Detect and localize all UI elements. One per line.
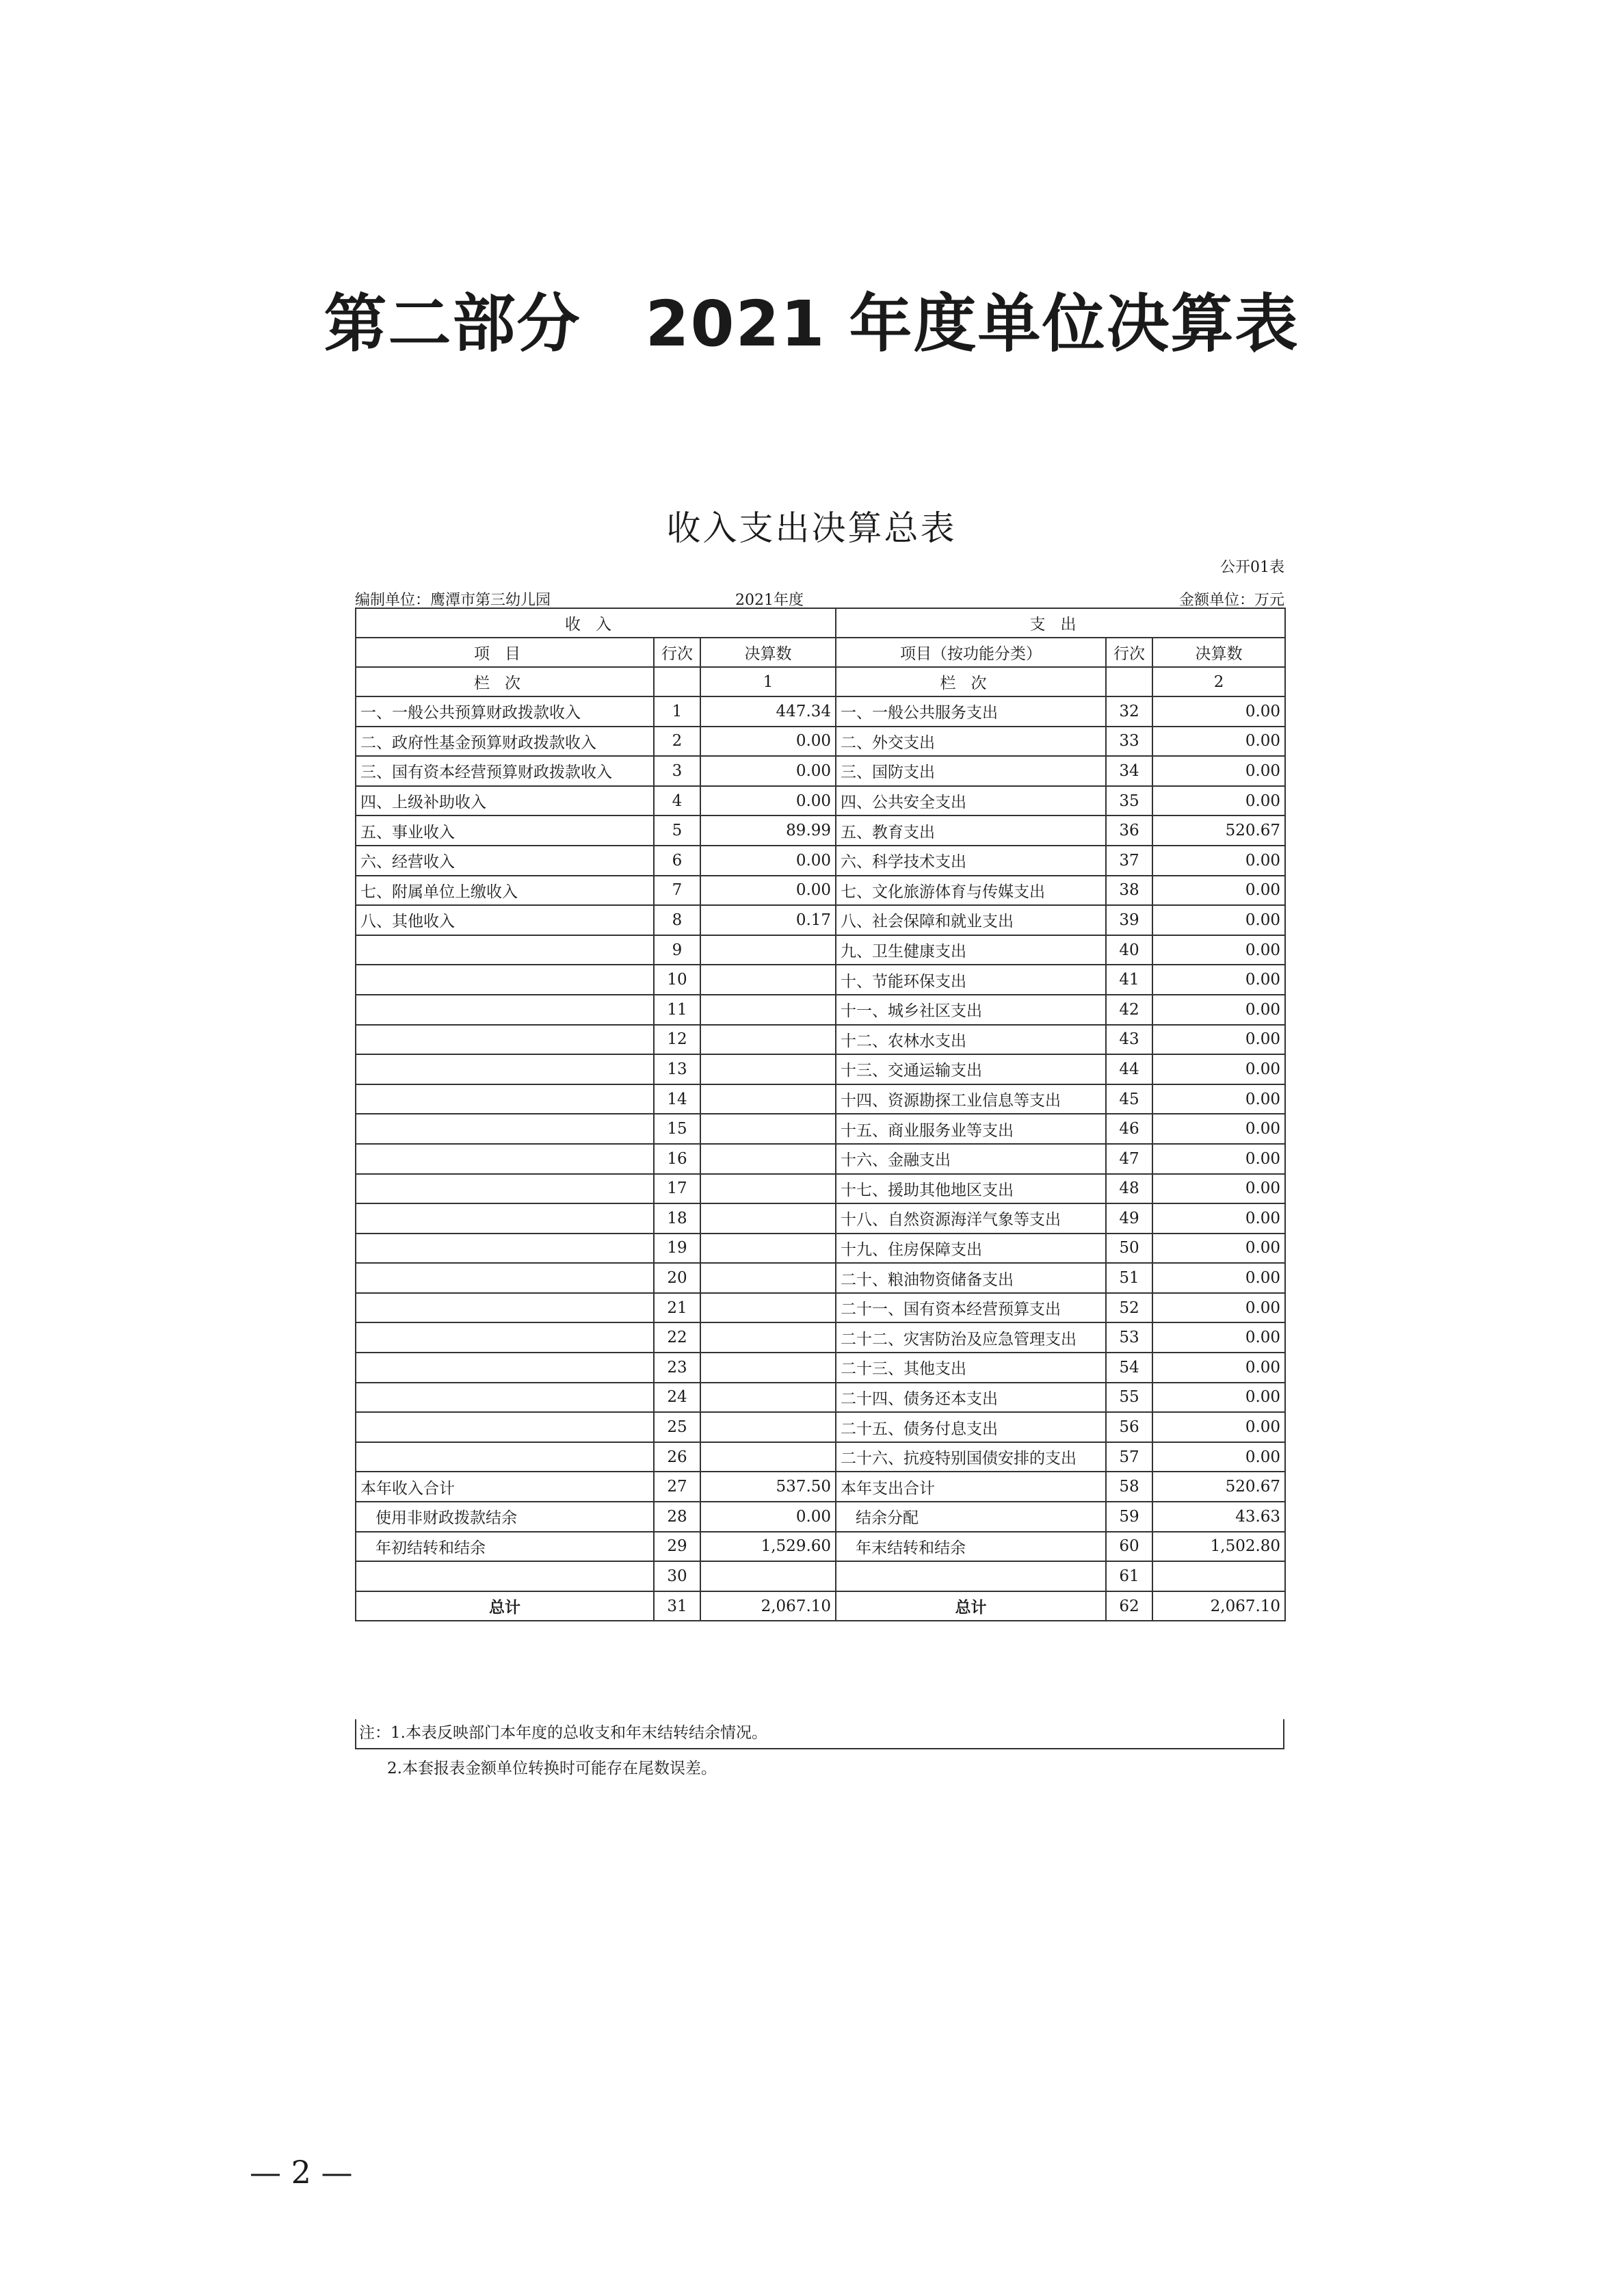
income-line-no-cell: 5: [654, 816, 700, 846]
income-amount-cell: [700, 1353, 836, 1383]
table-row: [356, 1025, 1285, 1055]
income-amount-cell: 0.00: [700, 727, 836, 757]
income-item-cell: [356, 1203, 654, 1234]
table-row: [356, 1054, 1285, 1084]
expense-item-cell: 二十六、抗疫特别国债安排的支出: [836, 1442, 1106, 1472]
expense-amount-cell: 0.00: [1152, 1054, 1285, 1084]
expense-item-cell: 二、外交支出: [836, 727, 1106, 757]
income-line-no-cell: 28: [654, 1502, 700, 1532]
income-amount-cell: 447.34: [700, 696, 836, 727]
income-amount-cell: [700, 1412, 836, 1442]
expense-amount-cell: 0.00: [1152, 876, 1285, 906]
expense-line-no-cell: 57: [1106, 1442, 1152, 1472]
income-line-no-cell: 27: [654, 1472, 700, 1502]
expense-amount-cell: 0.00: [1152, 1144, 1285, 1174]
income-item-cell: 八、其他收入: [356, 905, 654, 935]
income-item-cell: [356, 1114, 654, 1144]
income-line-no-cell: 11: [654, 995, 700, 1025]
expense-item-cell: 十四、资源勘探工业信息等支出: [836, 1084, 1106, 1114]
expense-line-no-cell: 52: [1106, 1293, 1152, 1323]
expense-item-cell: 五、教育支出: [836, 816, 1106, 846]
expense-line-no-cell: 47: [1106, 1144, 1152, 1174]
table-row: [356, 1502, 1285, 1532]
expense-amount-cell: 0.00: [1152, 727, 1285, 757]
expense-item-header: 项目（按功能分类）: [836, 638, 1106, 667]
income-line-no-cell: 3: [654, 756, 700, 786]
income-col-index: 1: [700, 667, 836, 696]
expense-line-no-cell: 60: [1106, 1532, 1152, 1562]
table-row: [356, 1293, 1285, 1323]
income-line-no-cell: 13: [654, 1054, 700, 1084]
income-amount-cell: 0.00: [700, 876, 836, 906]
income-item-cell: 年初结转和结余: [356, 1532, 654, 1562]
expense-item-cell: 二十三、其他支出: [836, 1353, 1106, 1383]
income-col-label: 栏次: [356, 667, 654, 696]
expense-line-no-cell: 51: [1106, 1263, 1152, 1293]
part-title: 第二部分 2021 年度单位决算表: [324, 287, 1299, 361]
expense-item-cell: 六、科学技术支出: [836, 846, 1106, 876]
expense-line-no-cell: 40: [1106, 935, 1152, 965]
expense-amount-cell: 0.00: [1152, 965, 1285, 995]
expense-amount-cell: 0.00: [1152, 1293, 1285, 1323]
expense-item-cell: 二十二、灾害防治及应急管理支出: [836, 1322, 1106, 1353]
income-amount-cell: [700, 1263, 836, 1293]
income-line-no-cell: 19: [654, 1234, 700, 1264]
income-amount-cell: [700, 1322, 836, 1353]
expense-line-no-cell: 45: [1106, 1084, 1152, 1114]
income-item-cell: 四、上级补助收入: [356, 786, 654, 816]
expense-amount-cell: 0.00: [1152, 846, 1285, 876]
expense-amount-cell: 0.00: [1152, 696, 1285, 727]
income-amount-cell: [700, 1084, 836, 1114]
table-row: [356, 1353, 1285, 1383]
income-line-no-cell: 7: [654, 876, 700, 906]
expense-item-cell: 十七、援助其他地区支出: [836, 1174, 1106, 1204]
table-row: [356, 876, 1285, 906]
table-row: [356, 1234, 1285, 1264]
expense-line-no-cell: 62: [1106, 1591, 1152, 1621]
expense-amount-cell: 0.00: [1152, 995, 1285, 1025]
expense-amount-cell: 0.00: [1152, 1322, 1285, 1353]
income-amount-cell: [700, 1234, 836, 1264]
income-line-no-cell: 23: [654, 1353, 700, 1383]
expense-amount-cell: 1,502.80: [1152, 1532, 1285, 1562]
table-row: [356, 846, 1285, 876]
header-row-columns: [356, 638, 1285, 667]
income-amount-cell: [700, 1293, 836, 1323]
income-amount-cell: 0.00: [700, 756, 836, 786]
table-title: 收入支出决算总表: [666, 508, 957, 548]
expense-amount-cell: 0.00: [1152, 1203, 1285, 1234]
expense-amount-cell: 0.00: [1152, 1114, 1285, 1144]
income-item-cell: [356, 1144, 654, 1174]
table-row: [356, 1591, 1285, 1621]
table-row: [356, 1144, 1285, 1174]
income-item-cell: 使用非财政拨款结余: [356, 1502, 654, 1532]
expense-col-index: 2: [1152, 667, 1285, 696]
expense-line-no-cell: 53: [1106, 1322, 1152, 1353]
expense-section-header: 支出: [836, 608, 1285, 638]
income-item-cell: [356, 1322, 654, 1353]
income-item-cell: 七、附属单位上缴收入: [356, 876, 654, 906]
empty-cell: [654, 667, 700, 696]
income-line-no-cell: 18: [654, 1203, 700, 1234]
income-section-header: 收入: [356, 608, 836, 638]
income-amount-cell: [700, 1561, 836, 1591]
table-row: [356, 1114, 1285, 1144]
income-line-no-cell: 12: [654, 1025, 700, 1055]
table-row: [356, 786, 1285, 816]
expense-amount-cell: 0.00: [1152, 1174, 1285, 1204]
expense-item-cell: 本年支出合计: [836, 1472, 1106, 1502]
expense-line-no-cell: 32: [1106, 696, 1152, 727]
table-note-2: 2.本套报表金额单位转换时可能存在尾数误差。: [387, 1760, 717, 1777]
income-line-no-cell: 15: [654, 1114, 700, 1144]
expense-amount-cell: [1152, 1561, 1285, 1591]
income-line-no-cell: 24: [654, 1383, 700, 1413]
income-line-no-cell: 30: [654, 1561, 700, 1591]
expense-line-no-cell: 50: [1106, 1234, 1152, 1264]
income-line-no-cell: 9: [654, 935, 700, 965]
expense-amount-cell: 520.67: [1152, 1472, 1285, 1502]
table-row: [356, 1084, 1285, 1114]
income-line-no-cell: 22: [654, 1322, 700, 1353]
expense-amount-cell: 0.00: [1152, 1084, 1285, 1114]
expense-line-no-cell: 37: [1106, 846, 1152, 876]
income-item-cell: [356, 1025, 654, 1055]
expense-line-no-cell: 58: [1106, 1472, 1152, 1502]
income-amount-cell: [700, 1203, 836, 1234]
table-row: [356, 1472, 1285, 1502]
header-row-sections: [356, 608, 1285, 638]
expense-item-cell: 八、社会保障和就业支出: [836, 905, 1106, 935]
expense-amount-cell: 0.00: [1152, 756, 1285, 786]
income-item-cell: 本年收入合计: [356, 1472, 654, 1502]
expense-line-no-cell: 48: [1106, 1174, 1152, 1204]
income-line-no-cell: 25: [654, 1412, 700, 1442]
income-amount-cell: 1,529.60: [700, 1532, 836, 1562]
income-line-no-cell: 16: [654, 1144, 700, 1174]
expense-amount-cell: 0.00: [1152, 905, 1285, 935]
income-amount-cell: 537.50: [700, 1472, 836, 1502]
expense-amount-cell: 0.00: [1152, 1442, 1285, 1472]
expense-item-cell: 二十、粮油物资储备支出: [836, 1263, 1106, 1293]
income-line-no-cell: 26: [654, 1442, 700, 1472]
income-line-no-cell: 17: [654, 1174, 700, 1204]
table-note-1: 注：1.本表反映部门本年度的总收支和年末结转结余情况。: [355, 1719, 1284, 1749]
expense-item-cell: 四、公共安全支出: [836, 786, 1106, 816]
expense-line-no-cell: 39: [1106, 905, 1152, 935]
income-amount-cell: 89.99: [700, 816, 836, 846]
income-item-cell: [356, 1263, 654, 1293]
income-item-cell: 一、一般公共预算财政拨款收入: [356, 696, 654, 727]
income-line-no-cell: 10: [654, 965, 700, 995]
income-line-no-cell: 8: [654, 905, 700, 935]
income-line-no-cell: 4: [654, 786, 700, 816]
income-item-cell: 三、国有资本经营预算财政拨款收入: [356, 756, 654, 786]
table-row: [356, 1174, 1285, 1204]
header-row-column-index: [356, 667, 1285, 696]
table-row: [356, 756, 1285, 786]
income-item-cell: [356, 1412, 654, 1442]
income-amount-cell: [700, 1174, 836, 1204]
income-amount-cell: [700, 1054, 836, 1084]
expense-item-cell: 七、文化旅游体育与传媒支出: [836, 876, 1106, 906]
income-item-cell: [356, 1084, 654, 1114]
expense-line-no-cell: 46: [1106, 1114, 1152, 1144]
expense-item-cell: 十、节能环保支出: [836, 965, 1106, 995]
income-item-cell: 总计: [356, 1591, 654, 1621]
expense-amount-cell: 0.00: [1152, 935, 1285, 965]
table-row: [356, 1561, 1285, 1591]
income-amount-cell: [700, 995, 836, 1025]
expense-col-label: 栏次: [836, 667, 1106, 696]
expense-amount-cell: 0.00: [1152, 1383, 1285, 1413]
table-row: [356, 965, 1285, 995]
expense-line-no-cell: 61: [1106, 1561, 1152, 1591]
expense-amount-cell: 0.00: [1152, 1025, 1285, 1055]
income-amount-cell: [700, 1442, 836, 1472]
expense-item-cell: 十八、自然资源海洋气象等支出: [836, 1203, 1106, 1234]
income-expense-table: [355, 608, 1286, 1621]
expense-item-cell: 九、卫生健康支出: [836, 935, 1106, 965]
income-amount-cell: [700, 1025, 836, 1055]
income-amount-cell: 0.17: [700, 905, 836, 935]
table-row: [356, 1203, 1285, 1234]
expense-line-no-cell: 33: [1106, 727, 1152, 757]
income-item-cell: [356, 1054, 654, 1084]
expense-item-cell: 三、国防支出: [836, 756, 1106, 786]
income-line-no-cell: 21: [654, 1293, 700, 1323]
expense-line-no-cell: 59: [1106, 1502, 1152, 1532]
expense-item-cell: 十九、住房保障支出: [836, 1234, 1106, 1264]
income-amount-header: 决算数: [700, 638, 836, 667]
fiscal-year: 2021年度: [735, 592, 804, 609]
expense-amount-cell: 43.63: [1152, 1502, 1285, 1532]
expense-amount-cell: 0.00: [1152, 1412, 1285, 1442]
expense-item-cell: 结余分配: [836, 1502, 1106, 1532]
income-amount-cell: 0.00: [700, 786, 836, 816]
expense-line-no-cell: 34: [1106, 756, 1152, 786]
expense-amount-cell: 0.00: [1152, 1353, 1285, 1383]
income-item-cell: [356, 1442, 654, 1472]
income-amount-cell: 2,067.10: [700, 1591, 836, 1621]
table-row: [356, 905, 1285, 935]
income-item-cell: [356, 1293, 654, 1323]
income-item-cell: [356, 995, 654, 1025]
income-item-cell: 五、事业收入: [356, 816, 654, 846]
expense-amount-cell: 2,067.10: [1152, 1591, 1285, 1621]
income-amount-cell: [700, 1383, 836, 1413]
income-amount-cell: [700, 965, 836, 995]
expense-line-no-cell: 44: [1106, 1054, 1152, 1084]
expense-amount-cell: 0.00: [1152, 1234, 1285, 1264]
expense-item-cell: 十二、农林水支出: [836, 1025, 1106, 1055]
expense-amount-header: 决算数: [1152, 638, 1285, 667]
expense-amount-cell: 0.00: [1152, 1263, 1285, 1293]
income-item-cell: 六、经营收入: [356, 846, 654, 876]
expense-amount-cell: 0.00: [1152, 786, 1285, 816]
income-line-no-cell: 29: [654, 1532, 700, 1562]
income-line-no-cell: 20: [654, 1263, 700, 1293]
table-row: [356, 727, 1285, 757]
income-line-no-cell: 14: [654, 1084, 700, 1114]
expense-line-no-cell: 36: [1106, 816, 1152, 846]
income-item-cell: 二、政府性基金预算财政拨款收入: [356, 727, 654, 757]
expense-item-cell: 二十五、债务付息支出: [836, 1412, 1106, 1442]
income-amount-cell: 0.00: [700, 846, 836, 876]
expense-item-cell: 年末结转和结余: [836, 1532, 1106, 1562]
income-amount-cell: [700, 1144, 836, 1174]
expense-line-no-cell: 49: [1106, 1203, 1152, 1234]
compiling-unit: 编制单位：鹰潭市第三幼儿园: [355, 592, 551, 609]
expense-item-cell: [836, 1561, 1106, 1591]
income-item-cell: [356, 965, 654, 995]
table-row: [356, 1383, 1285, 1413]
money-unit: 金额单位：万元: [1178, 592, 1284, 609]
income-item-cell: [356, 935, 654, 965]
income-line-no-header: 行次: [654, 638, 700, 667]
expense-line-no-header: 行次: [1106, 638, 1152, 667]
expense-item-cell: 十五、商业服务业等支出: [836, 1114, 1106, 1144]
table-row: [356, 995, 1285, 1025]
expense-line-no-cell: 43: [1106, 1025, 1152, 1055]
income-line-no-cell: 1: [654, 696, 700, 727]
table-row: [356, 1442, 1285, 1472]
income-amount-cell: 0.00: [700, 1502, 836, 1532]
income-item-header: 项目: [356, 638, 654, 667]
expense-line-no-cell: 54: [1106, 1353, 1152, 1383]
expense-item-cell: 十一、城乡社区支出: [836, 995, 1106, 1025]
expense-line-no-cell: 41: [1106, 965, 1152, 995]
expense-item-cell: 二十一、国有资本经营预算支出: [836, 1293, 1106, 1323]
table-row: [356, 1322, 1285, 1353]
expense-line-no-cell: 55: [1106, 1383, 1152, 1413]
expense-item-cell: 二十四、债务还本支出: [836, 1383, 1106, 1413]
expense-item-cell: 十三、交通运输支出: [836, 1054, 1106, 1084]
table-row: [356, 1412, 1285, 1442]
table-meta: [355, 588, 1284, 609]
income-item-cell: [356, 1234, 654, 1264]
income-line-no-cell: 31: [654, 1591, 700, 1621]
income-line-no-cell: 6: [654, 846, 700, 876]
income-amount-cell: [700, 935, 836, 965]
expense-amount-cell: 520.67: [1152, 816, 1285, 846]
expense-item-cell: 总计: [836, 1591, 1106, 1621]
expense-item-cell: 一、一般公共服务支出: [836, 696, 1106, 727]
table-row: [356, 935, 1285, 965]
expense-line-no-cell: 56: [1106, 1412, 1152, 1442]
table-row: [356, 816, 1285, 846]
income-item-cell: [356, 1383, 654, 1413]
income-item-cell: [356, 1353, 654, 1383]
table-row: [356, 696, 1285, 727]
table-row: [356, 1263, 1285, 1293]
income-item-cell: [356, 1174, 654, 1204]
form-number: 公开01表: [1220, 559, 1284, 576]
income-item-cell: [356, 1561, 654, 1591]
expense-line-no-cell: 38: [1106, 876, 1152, 906]
expense-line-no-cell: 42: [1106, 995, 1152, 1025]
expense-item-cell: 十六、金融支出: [836, 1144, 1106, 1174]
income-line-no-cell: 2: [654, 727, 700, 757]
page-number: — 2 —: [250, 2154, 353, 2191]
expense-line-no-cell: 35: [1106, 786, 1152, 816]
empty-cell: [1106, 667, 1152, 696]
table-row: [356, 1532, 1285, 1562]
income-amount-cell: [700, 1114, 836, 1144]
